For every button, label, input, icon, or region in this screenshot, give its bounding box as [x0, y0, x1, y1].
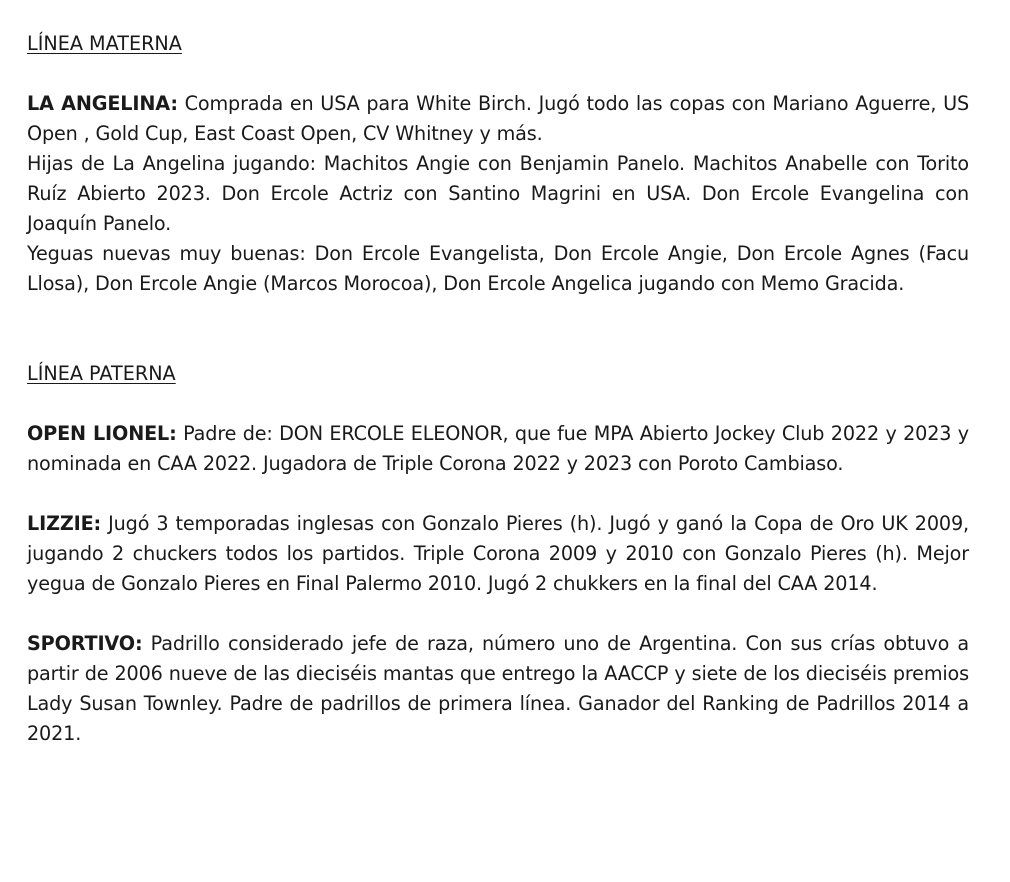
lizzie-name: LIZZIE: [27, 512, 102, 535]
document-body [27, 29, 969, 749]
lizzie-text: Jugó 3 temporadas inglesas con Gonzalo Pieres (h). Jugó y ganó la Copa de Oro UK 2009, jugando 2 chuckers todos los partidos. Triple Corona 2009 y 2010 con Gonzalo Pieres (h). Mejor yegua de Gonzalo Pieres en Final Palermo 2010. Jugó 2 chukkers en la final del CAA 2014. [27, 512, 969, 595]
daughters-paragraph: Hijas de La Angelina jugando: Machitos Angie con Benjamin Panelo. Machitos Anabelle con Torito Ruíz Abierto 2023. Don Ercole Actriz con Santino Magrini en USA. Don Ercole Evangelina con Joaquín Panelo. [27, 152, 969, 235]
la-angelina-paragraph [27, 89, 969, 149]
paternal-line-heading: LÍNEA PATERNA [27, 362, 176, 385]
spacer [27, 479, 969, 509]
spacer [27, 59, 969, 89]
sportivo-paragraph [27, 629, 969, 749]
sportivo-text: Padrillo considerado jefe de raza, número uno de Argentina. Con sus crías obtuvo a partir de 2006 nueve de las dieciséis mantas que entrego la AACCP y siete de los dieciséis premios Lady Susan Townley. Padre de padrillos de primera línea. Ganador del Ranking de Padrillos 2014 a 2021. [27, 632, 969, 745]
open-lionel-paragraph [27, 419, 969, 479]
la-angelina-text: Comprada en USA para White Birch. Jugó todo las copas con Mariano Aguerre, US Open , Gold Cup, East Coast Open, CV Whitney y más. [27, 92, 969, 145]
open-lionel-name: OPEN LIONEL: [27, 422, 177, 445]
open-lionel-text: Padre de: DON ERCOLE ELEONOR, que fue MPA Abierto Jockey Club 2022 y 2023 y nominada en CAA 2022. Jugadora de Triple Corona 2022 y 2023 con Poroto Cambiaso. [27, 422, 969, 475]
lizzie-paragraph [27, 509, 969, 599]
spacer [27, 599, 969, 629]
la-angelina-name: LA ANGELINA: [27, 92, 178, 115]
new-mares-paragraph: Yeguas nuevas muy buenas: Don Ercole Evangelista, Don Ercole Angie, Don Ercole Agnes (Facu Llosa), Don Ercole Angie (Marcos Morocoa), Don Ercole Angelica jugando con Memo Gracida. [27, 242, 969, 295]
spacer [27, 389, 969, 419]
sportivo-name: SPORTIVO: [27, 632, 143, 655]
spacer [27, 299, 969, 359]
maternal-line-heading: LÍNEA MATERNA [27, 32, 182, 55]
